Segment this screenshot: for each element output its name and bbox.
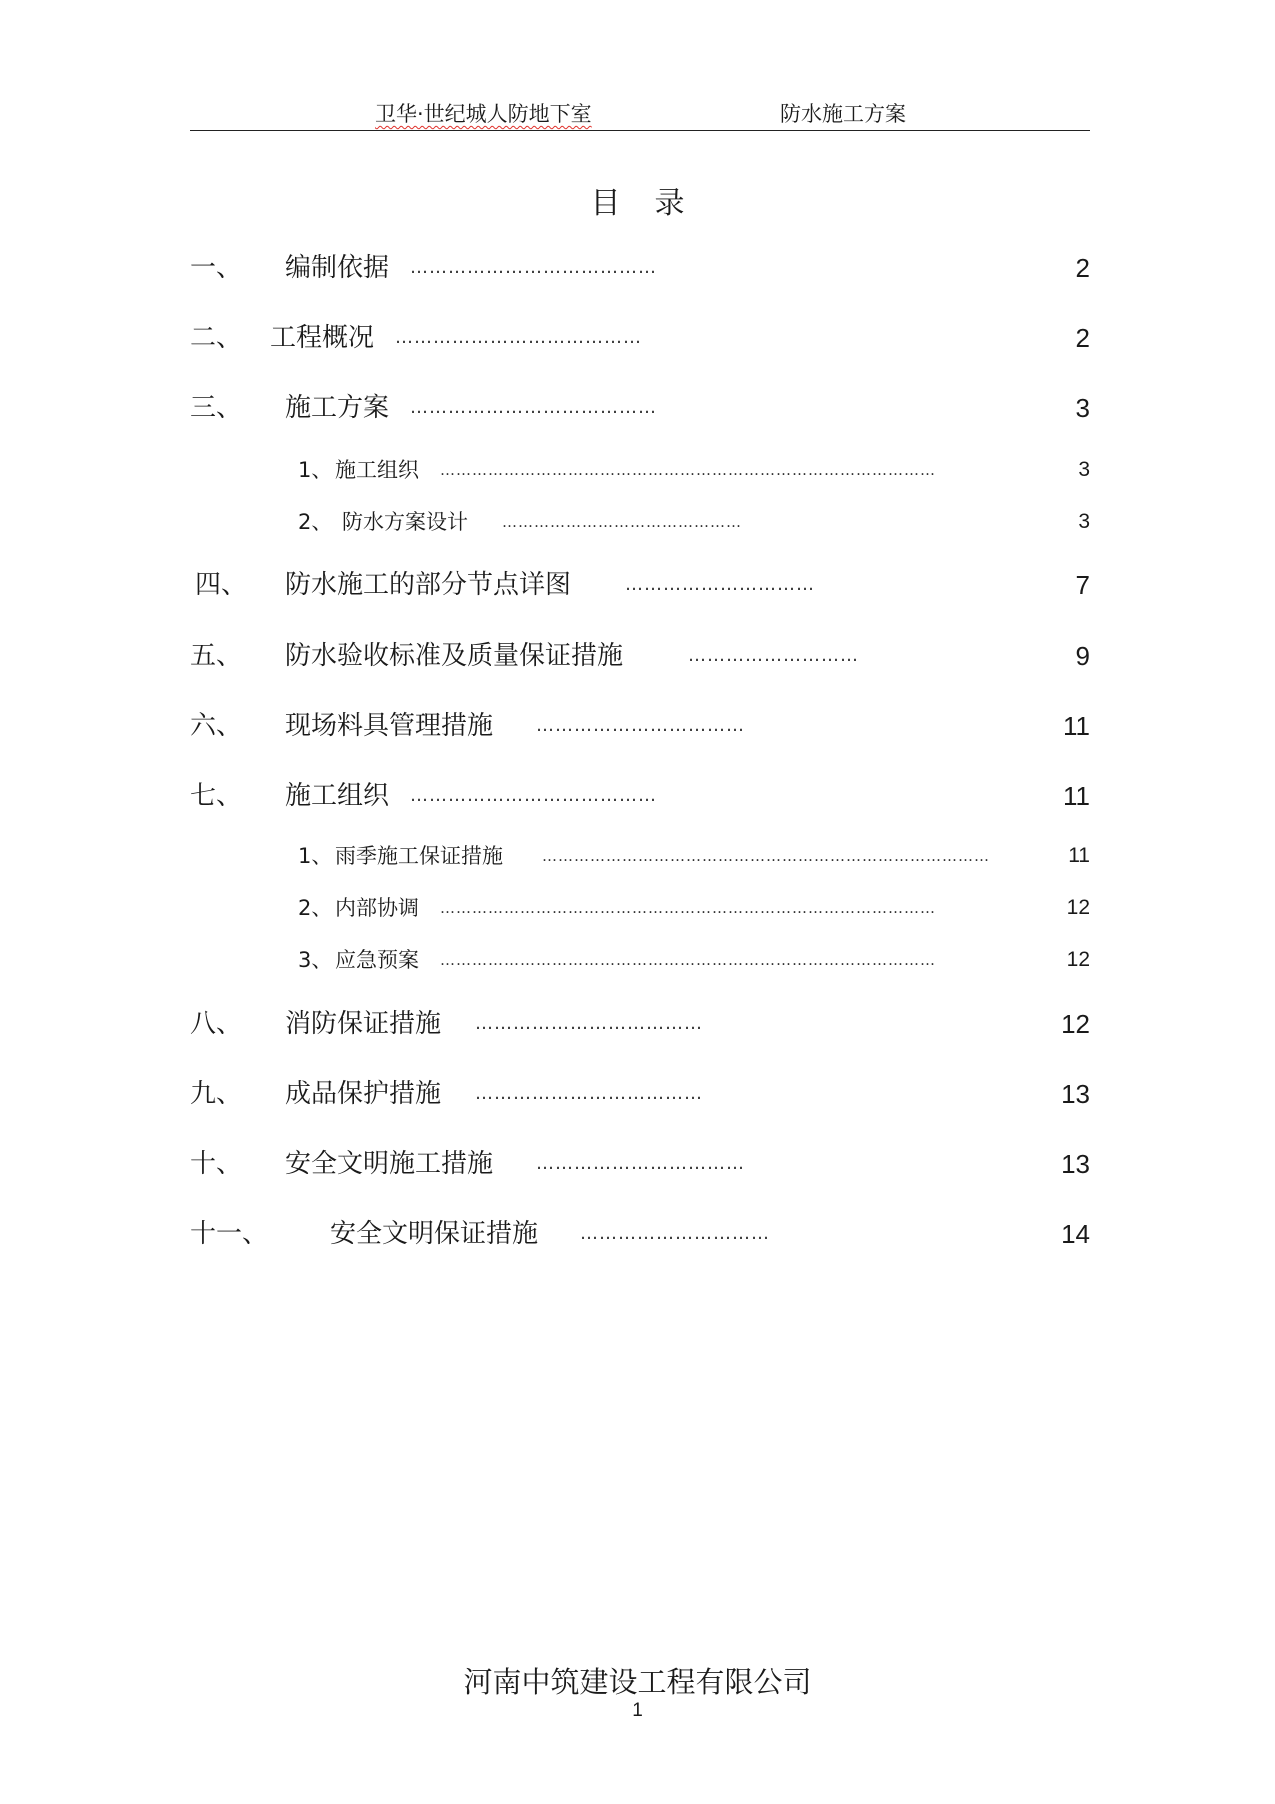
toc-entry-page: 2 (1075, 253, 1090, 283)
toc-entry-leader: ………………………………………………………………………… (542, 847, 990, 865)
toc-subentry[interactable] (190, 502, 1090, 542)
toc-entry-number: 十一、 (190, 1219, 269, 1249)
toc-entry-page: 3 (1078, 458, 1090, 481)
toc-entry[interactable] (190, 706, 1090, 746)
toc-entry-leader: ………………………………… (395, 327, 642, 348)
toc-entry-label: 应急预案 (335, 948, 419, 972)
header-document-name: 防水施工方案 (780, 102, 906, 126)
toc-entry-leader: ………………………………………………………………………………… (440, 461, 936, 479)
toc-entry-number: 3、 (298, 948, 333, 972)
toc-entry-label: 消防保证措施 (285, 1009, 442, 1039)
toc-entry-number: 五、 (190, 641, 243, 671)
toc-entry-label: 施工组织 (285, 781, 390, 811)
toc-entry-page: 12 (1066, 896, 1090, 919)
toc-entry-number: 1、 (298, 844, 333, 868)
toc-entry-label: 防水施工的部分节点详图 (285, 570, 572, 600)
toc-entry-leader: ………………………… (580, 1223, 770, 1244)
toc-entry-number: 二、 (190, 323, 243, 353)
toc-entry-number: 六、 (190, 711, 243, 741)
toc-entry-leader: …………………………… (536, 715, 745, 736)
toc-subentry[interactable] (190, 940, 1090, 980)
toc-entry-leader: ………………………………………………………………………………… (440, 899, 936, 917)
toc-entry-leader: ……………………… (688, 645, 859, 666)
toc-entry-leader: ………………………………………………………………………………… (440, 951, 936, 969)
toc-entry-number: 1、 (298, 458, 333, 482)
page-header (190, 98, 1090, 131)
toc-entry-number: 四、 (195, 570, 248, 600)
toc-entry-label: 安全文明保证措施 (330, 1219, 539, 1249)
footer-company-name: 河南中筑建设工程有限公司 (463, 1665, 812, 1699)
toc-entry-page: 12 (1066, 948, 1090, 971)
toc-subentry[interactable] (190, 888, 1090, 928)
toc-entry-label: 施工方案 (285, 393, 390, 423)
toc-entry-page: 9 (1075, 641, 1090, 671)
page-number: 1 (632, 1700, 643, 1721)
toc-entry-page: 13 (1061, 1079, 1090, 1109)
toc-entry-page: 3 (1075, 393, 1090, 423)
toc-title: 目录 (590, 186, 719, 221)
toc-subentry[interactable] (190, 836, 1090, 876)
toc-entry-leader: ………………………… (625, 574, 815, 595)
toc-entry[interactable] (190, 636, 1090, 676)
toc-entry-label: 安全文明施工措施 (285, 1149, 494, 1179)
toc-entry-number: 三、 (190, 393, 243, 423)
toc-entry[interactable] (190, 1144, 1090, 1184)
toc-entry-label: 内部协调 (335, 896, 419, 920)
header-project-name: 卫华·世纪城人防地下室 (375, 102, 592, 126)
toc-entry-leader: ………………………………… (410, 397, 657, 418)
toc-entry-page: 12 (1061, 1009, 1090, 1039)
toc-entry-leader: ………………………………… (410, 257, 657, 278)
toc-entry-label: 防水验收标准及质量保证措施 (285, 641, 624, 671)
toc-entry-label: 现场料具管理措施 (285, 711, 494, 741)
toc-entry-page: 11 (1063, 781, 1090, 811)
toc-entry-leader: ……………………………………… (502, 513, 742, 531)
toc-entry-label: 施工组织 (335, 458, 419, 482)
toc-entry-leader: ……………………………… (475, 1083, 703, 1104)
toc-entry-number: 七、 (190, 781, 243, 811)
toc-subentry[interactable] (190, 450, 1100, 490)
toc-entry-number: 2、 (298, 896, 333, 920)
toc-entry-page: 2 (1075, 323, 1090, 353)
toc-entry-page: 11 (1063, 711, 1090, 741)
toc-entry-number: 2、 (298, 510, 333, 534)
toc-entry[interactable] (190, 565, 1090, 605)
toc-entry-label: 工程概况 (270, 323, 375, 353)
toc-entry[interactable] (190, 1074, 1090, 1114)
toc-entry-number: 一、 (190, 253, 243, 283)
toc-entry-label: 成品保护措施 (285, 1079, 442, 1109)
toc-entry[interactable] (190, 388, 1090, 428)
toc-entry[interactable] (190, 1004, 1090, 1044)
toc-entry-label: 防水方案设计 (342, 510, 468, 534)
toc-entry-page: 7 (1075, 570, 1090, 600)
toc-entry-label: 雨季施工保证措施 (335, 844, 503, 868)
toc-entry-leader: ………………………………… (410, 785, 657, 806)
toc-entry-page: 13 (1061, 1149, 1090, 1179)
toc-entry[interactable] (190, 318, 1090, 358)
toc-entry-number: 八、 (190, 1009, 243, 1039)
toc-entry-label: 编制依据 (285, 253, 390, 283)
toc-entry-page: 11 (1068, 844, 1090, 867)
toc-entry-number: 九、 (190, 1079, 243, 1109)
toc-entry-leader: …………………………… (536, 1153, 745, 1174)
toc-entry-page: 14 (1061, 1219, 1090, 1249)
toc-entry-leader: ……………………………… (475, 1013, 703, 1034)
toc-entry-page: 3 (1078, 510, 1090, 533)
toc-entry-number: 十、 (190, 1149, 243, 1179)
toc-entry[interactable] (190, 776, 1090, 816)
toc-entry[interactable] (190, 248, 1090, 288)
toc-entry[interactable] (190, 1214, 1090, 1254)
